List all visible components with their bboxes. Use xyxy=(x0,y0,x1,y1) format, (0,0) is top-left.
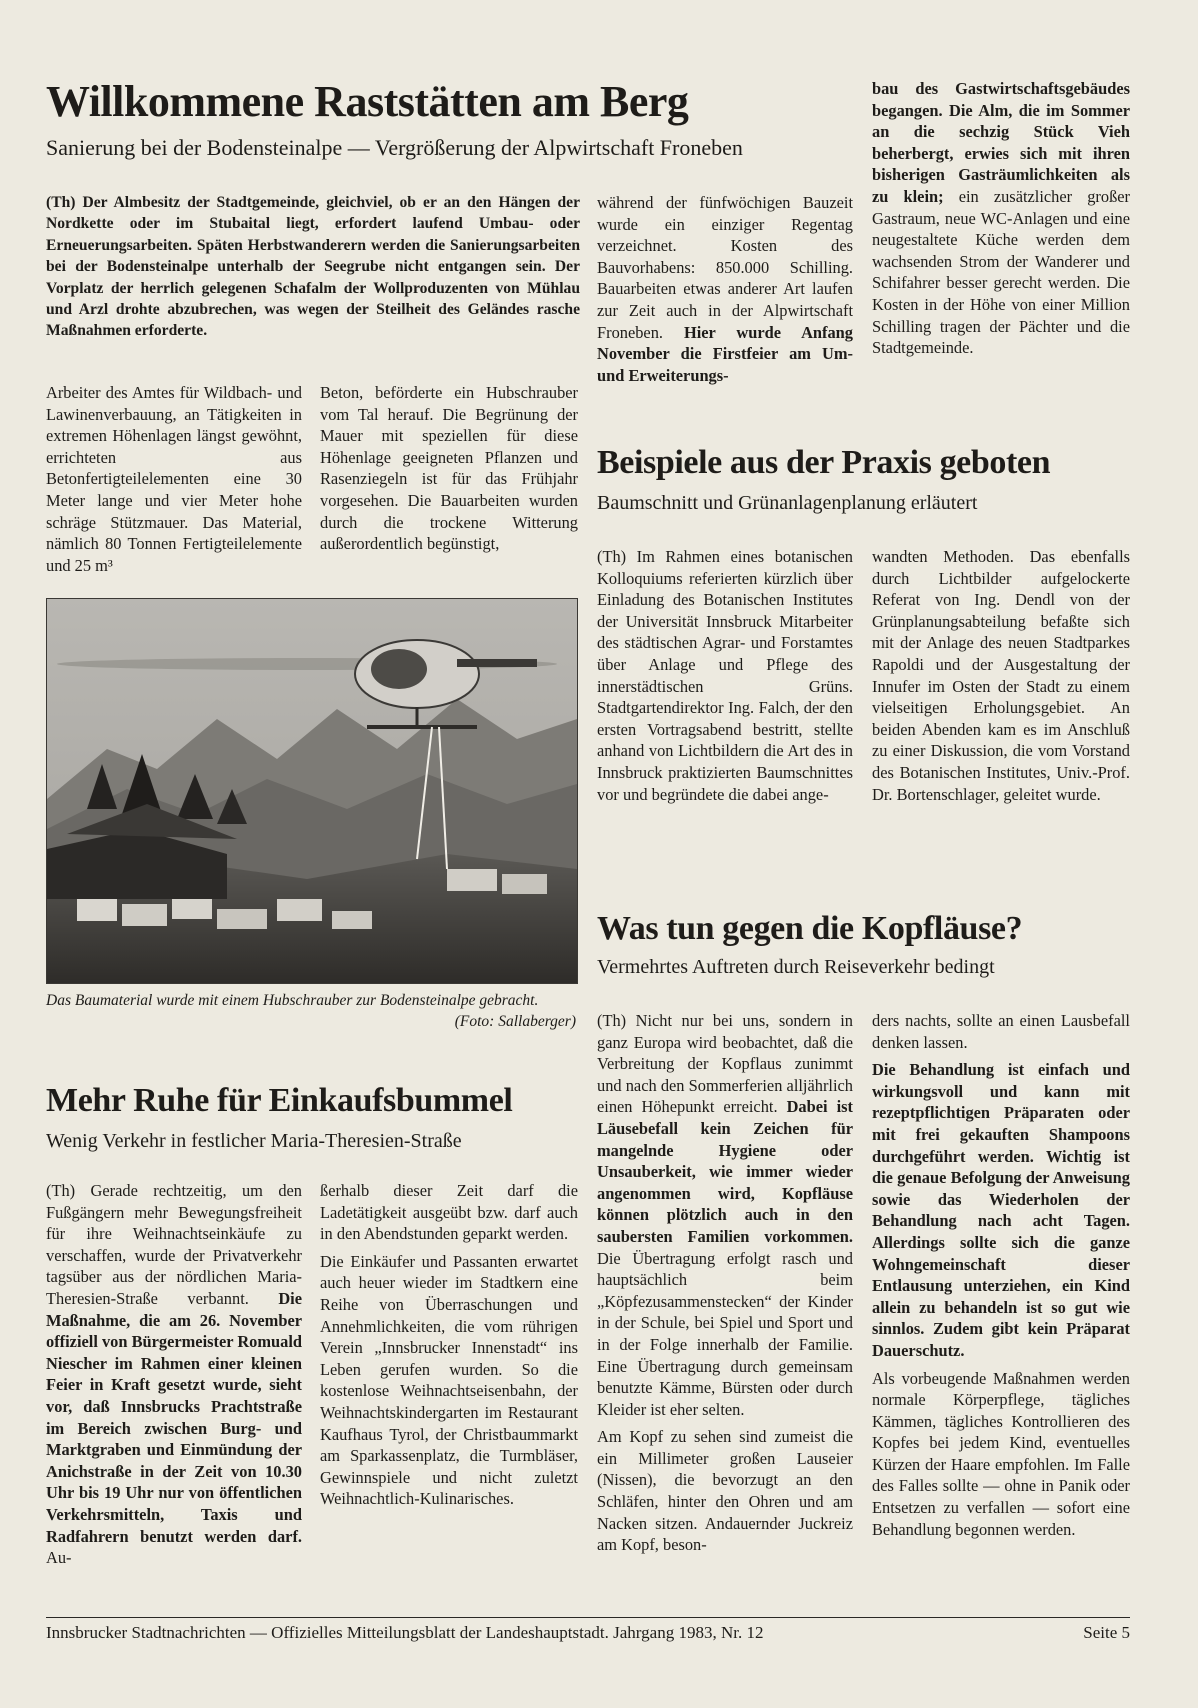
footer-page-number: Seite 5 xyxy=(1083,1623,1130,1642)
footer-rule xyxy=(46,1617,1130,1618)
article3-column-2: wandten Methoden. Das ebenfalls durch Lichtbilder aufgelockerte Referat von Ing. Dendl von der Grünplanungsabteilung befaßte sich mit der Anlage des neuen Stadtparkes Rapoldi und der Ausgestaltung der Innufer im Osten der Stadt zu einem vielseitigen Erholungsgebiet. An beiden Abenden kam es im Anschluß zu einer Diskussion, die vom Vorstand des Botanischen Institutes, Univ.-Prof. Dr. Bortenschlager, geleitet wurde. xyxy=(872,547,1130,804)
article4-column-2-paragraph-1: ders nachts, sollte an einen Lausbefall denken lassen. xyxy=(872,1011,1130,1052)
lead-raststaetten: (Th) Der Almbesitz der Stadtgemeinde, gleichviel, ob er an den Hängen der Nordkette oder im Stubaital liegt, erfordert laufend Umbau- oder Erneuerungsarbeiten. Späten Herbstwanderern werden die Sanierungsarbeiten bei der Bodensteinalpe unterhalb der Seegrube nicht entgangen sein. Der Vorplatz der herrlich gelegenen Schafalm der Wollproduzenten von Mühlau und Arzl drohte abzubrechen, was wegen der Steilheit des Geländes rasche Maßnahmen erforderte. xyxy=(46,194,580,340)
article4-column-1-bold: Dabei ist Läusebefall kein Zeichen für mangelnde Hygiene oder Unsauberkeit, wie immer wieder angenommen wird, Kopfläuse können plötzlich auch in den saubersten Familien vorkommen. xyxy=(597,1097,853,1246)
headline-kopflaeuse: Was tun gegen die Kopfläuse? xyxy=(597,910,1023,947)
subheadline-praxis: Baumschnitt und Grünanlagenplanung erläutert xyxy=(597,492,978,514)
article2-column-2 xyxy=(320,1180,578,1516)
article4-column-1-tail: Die Übertragung erfolgt rasch und hauptsächlich beim „Köpfezusammenstecken“ der Kinder in der Schule, bei Spiel und Sport und in der Folge innerhalb der Familie. Eine Übertragung durch gemeinsam benutzte Kämme, Bürsten oder durch Kleider ist eher selten. xyxy=(597,1248,853,1419)
article1-column-4 xyxy=(872,78,1130,359)
subheadline-raststaetten: Sanierung bei der Bodensteinalpe — Vergrößerung der Alpwirtschaft Froneben xyxy=(46,135,743,160)
subheadline-kopflaeuse: Vermehrtes Auftreten durch Reiseverkehr bedingt xyxy=(597,956,995,978)
headline-praxis: Beispiele aus der Praxis geboten xyxy=(597,444,1051,481)
article4-column-2-paragraph-2: Die Behandlung ist einfach und wirkungsvoll und kann mit rezeptpflichtigen Präparaten oder mit frei gekauften Shampoons durchgeführt werden. Wichtig ist die genaue Befolgung der Anweisung sowie das Wiederholen der Behandlung nach acht Tagen. Allerdings sollte sich die ganze Wohngemeinschaft dieser Entlausung unterziehen, ein Kind allein zu behandeln ist so gut wie sinnlos. Zudem gibt kein Präparat Dauerschutz. xyxy=(872,1060,1130,1360)
article2-column-2-paragraph-1: ßerhalb dieser Zeit darf die Ladetätigkeit ausgeübt bzw. darf auch in den Abendstunden geparkt werden. xyxy=(320,1181,578,1244)
photo-caption-text: Das Baumaterial wurde mit einem Hubschrauber zur Bodensteinalpe gebracht. xyxy=(46,992,539,1009)
photo-credit: (Foto: Sallaberger) xyxy=(454,1013,576,1030)
helicopter-photo xyxy=(46,598,578,984)
helicopter-photo-graphic xyxy=(47,599,577,983)
article4-column-1-text: (Th) Nicht nur bei uns, sondern in ganz Europa wird beobachtet, daß die Verbreitung der Kopflaus zunimmt und nach den Sommerferien alljährlich einen Höhepunkt erreicht. xyxy=(597,1011,853,1117)
article4-column-1 xyxy=(597,1010,853,1562)
headline-raststaetten: Willkommene Raststätten am Berg xyxy=(46,77,689,126)
article1-column-3-bold: Hier wurde Anfang November die Firstfeier am Um- und Erweiterungs- xyxy=(597,322,853,385)
article4-column-2-paragraph-3: Als vorbeugende Maßnahmen werden normale Körperpflege, tägliches Kämmen, tägliches Kontrollieren des Kopfes bei jedem Kind, eventuelles Kürzen der Haare empfohlen. Im Falle des Falles sollte — ohne in Panik oder Entsetzen zu verfallen — sofort eine Behandlung begonnen werden. xyxy=(872,1368,1130,1539)
article4-column-1-paragraph-2: Am Kopf zu sehen sind zumeist die ein Millimeter großen Lauseier (Nissen), die bevorzugt an den Schläfen, hinter den Ohren und am Nacken sitzen. Andauernder Juckreiz am Kopf, beson- xyxy=(597,1427,853,1555)
article2-column-1-text: (Th) Gerade rechtzeitig, um den Fußgängern mehr Bewegungsfreiheit für ihre Weihnachtseinkäufe zu verschaffen, wurde der Privatverkehr tagsüber aus der nördlichen Maria-Theresien-Straße verbannt. xyxy=(46,1181,302,1308)
article1-column-2: Beton, beförderte ein Hubschrauber vom Tal herauf. Die Begrünung der Mauer mit speziellen für diese Höhenlage geeigneten Pflanzen und Rasenziegeln ist für das Frühjahr vorgesehen. Die Bauarbeiten wurden durch die trockene Witterung außerordentlich begünstigt, xyxy=(320,383,578,554)
headline-einkaufsbummel: Mehr Ruhe für Einkaufsbummel xyxy=(46,1082,513,1119)
article2-column-1 xyxy=(46,1180,302,1569)
article4-column-1-paragraph-1 xyxy=(597,1010,853,1420)
article1-column-3 xyxy=(597,192,853,386)
article1-column-3-text: während der fünfwöchigen Bauzeit wurde ein einziger Regentag verzeichnet. Kosten des Bauvorhabens: 850.000 Schilling. Bauarbeiten etwas anderer Art laufen zur Zeit auch in der Alpwirtschaft Froneben. xyxy=(597,193,853,342)
subheadline-einkaufsbummel: Wenig Verkehr in festlicher Maria-Theresien-Straße xyxy=(46,1130,462,1152)
article1-column-4-bold: bau des Gastwirtschaftsgebäudes begangen. Die Alm, die im Sommer an die sechzig Stück Vieh beherbergt, erwies sich mit ihren bisherigen Gasträumlichkeiten als zu klein; xyxy=(872,79,1130,206)
article1-column-1: Arbeiter des Amtes für Wildbach- und Lawinenverbauung, an Tätigkeiten in extremen Höhenlagen längst gewöhnt, errichteten aus Betonfertigteilelementen eine 30 Meter lange und vier Meter hohe schräge Stützmauer. Das Material, nämlich 80 Tonnen Fertigteilelemente und 25 m³ xyxy=(46,383,302,575)
article1-column-4-text: ein zusätzlicher großer Gastraum, neue WC-Anlagen und eine neugestaltete Küche werden dem wachsenden Strom der Wanderer und Schifahrer besser gerecht werden. Die Kosten in der Höhe von einer Million Schilling tragen der Pächter und die Stadtgemeinde. xyxy=(872,186,1130,358)
photo-caption xyxy=(46,990,576,1032)
article2-column-1-bold: Die Maßnahme, die am 26. November offiziell von Bürgermeister Romuald Niescher im Rahmen einer kleinen Feier in Kraft gesetzt wurde, sieht vor, daß Innsbrucks Prachtstraße im Bereich zwischen Burg- und Marktgraben und Einmündung der Anichstraße in der Zeit von 10.30 Uhr bis 19 Uhr nur von öffentlichen Verkehrsmitteln, Taxis und Radfahrern benutzt werden darf. xyxy=(46,1288,302,1546)
article4-column-2 xyxy=(872,1010,1130,1546)
article2-column-1-tail: Au- xyxy=(46,1548,72,1568)
article3-column-1: (Th) Im Rahmen eines botanischen Kolloquiums referierten kürzlich über Einladung des Botanischen Institutes der Universität Innsbruck Mitarbeiter des städtischen Agrar- und Forstamtes über Anlage und Pflege des innerstädtischen Grüns. Stadtgartendirektor Ing. Falch, der den ersten Vortragsabend bestritt, stellte anhand von Lichtbildern die Art des in Innsbruck praktizierten Baumschnittes vor und begründete die dabei ange- xyxy=(597,547,853,804)
article2-column-2-paragraph-2: Die Einkäufer und Passanten erwartet auch heuer wieder im Stadtkern eine Reihe von Überraschungen und Annehmlichkeiten, die vom rührigen Verein „Innsbrucker Innenstadt“ ins Leben gerufen wurden. So die kostenlose Weihnachtseisenbahn, der Weihnachtskindergarten im Restaurant Kaufhaus Tyrol, der Christbaummarkt am Sparkassenplatz, die Turmbläser, Gewinnspiele und nicht zuletzt Weihnachtlich-Kulinarisches. xyxy=(320,1251,578,1509)
footer-publication: Innsbrucker Stadtnachrichten — Offizielles Mitteilungsblatt der Landeshauptstadt. Jahrgang 1983, Nr. 12 xyxy=(46,1623,764,1642)
